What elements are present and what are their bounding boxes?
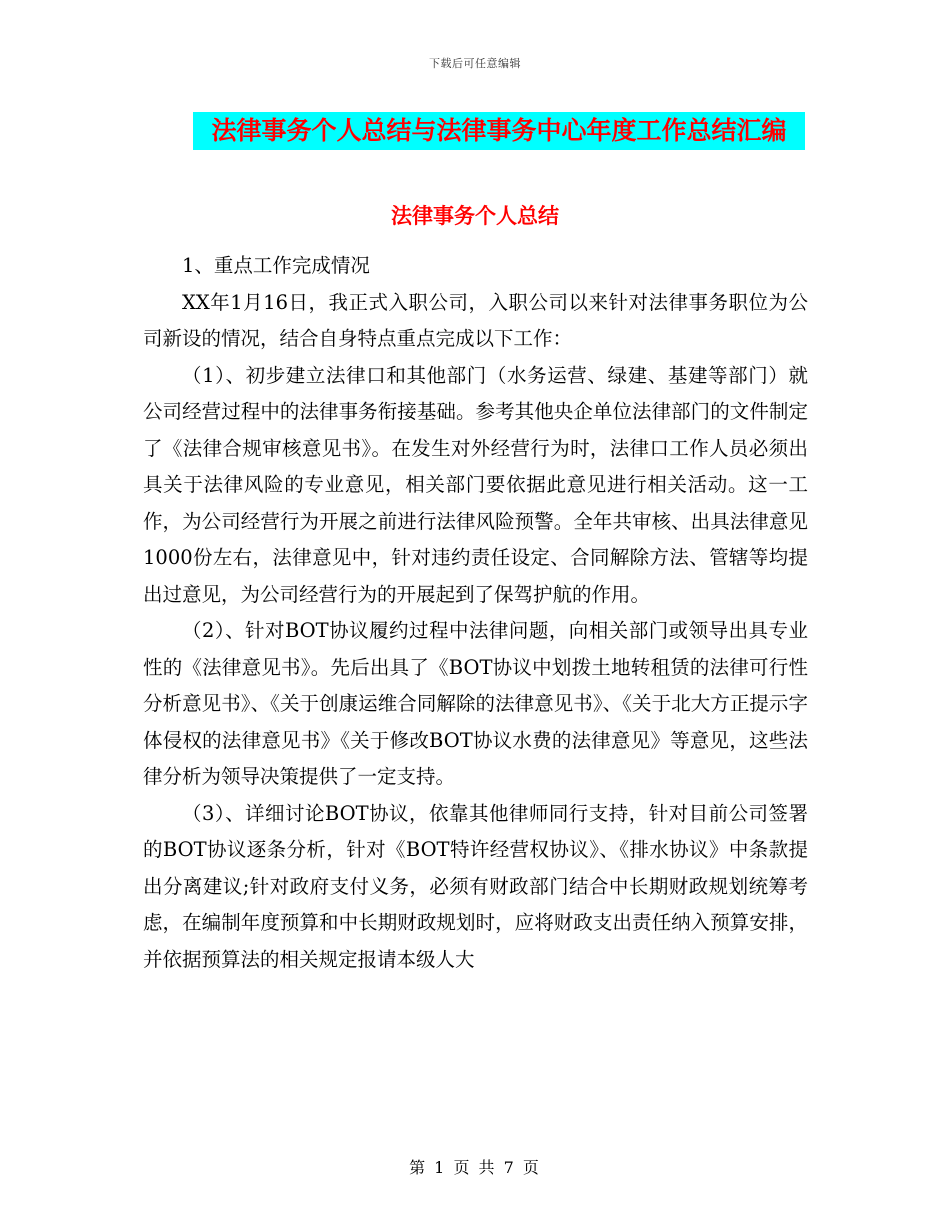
document-title: 法律事务个人总结与法律事务中心年度工作总结汇编	[211, 116, 787, 145]
paragraph: （1）、初步建立法律口和其他部门（水务运营、绿建、基建等部门）就公司经营过程中的法律事务衔接基础。参考其他央企单位法律部门的文件制定了《法律合规审核意见书》。在发生对外经营行为时，法律口工作人员必须出具关于法律风险的专业意见，相关部门要依据此意见进行相关活动。这一工作，为公司经营行为开展之前进行法律风险预警。全年共审核、出具法律意见1000份左右，法律意见中，针对违约责任设定、合同解除方法、管辖等均提出过意见，为公司经营行为的开展起到了保驾护航的作用。	[143, 363, 808, 606]
paragraph-heading: 1、重点工作完成情况	[182, 254, 370, 277]
section-title: 法律事务个人总结	[391, 204, 559, 228]
document-body	[143, 248, 808, 978]
paragraph: （2）、针对BOT协议履约过程中法律问题，向相关部门或领导出具专业性的《法律意见书》。先后出具了《BOT协议中划拨土地转租赁的法律可行性分析意见书》、《关于创康运维合同解除的法律意见书》、《关于北大方正提示字体侵权的法律意见书》《关于修改BOT协议水费的法律意见》等意见，这些法律分析为领导决策提供了一定支持。	[143, 619, 808, 788]
page-header: 下载后可任意编辑	[429, 57, 521, 70]
page-number: 第 1 页 共 7 页	[409, 1158, 541, 1177]
paragraph: XX年1月16日，我正式入职公司，入职公司以来针对法律事务职位为公司新设的情况，结合自身特点重点完成以下工作：	[143, 290, 808, 350]
paragraph: （3）、详细讨论BOT协议，依靠其他律师同行支持，针对目前公司签署的BOT协议逐条分析，针对《BOT特许经营权协议》、《排水协议》中条款提出分离建议;针对政府支付义务，必须有财政部门结合中长期财政规划统筹考虑，在编制年度预算和中长期财政规划时，应将财政支出责任纳入预算安排，并依据预算法的相关规定报请本级人大	[143, 801, 808, 971]
document-title-highlight	[193, 112, 805, 150]
